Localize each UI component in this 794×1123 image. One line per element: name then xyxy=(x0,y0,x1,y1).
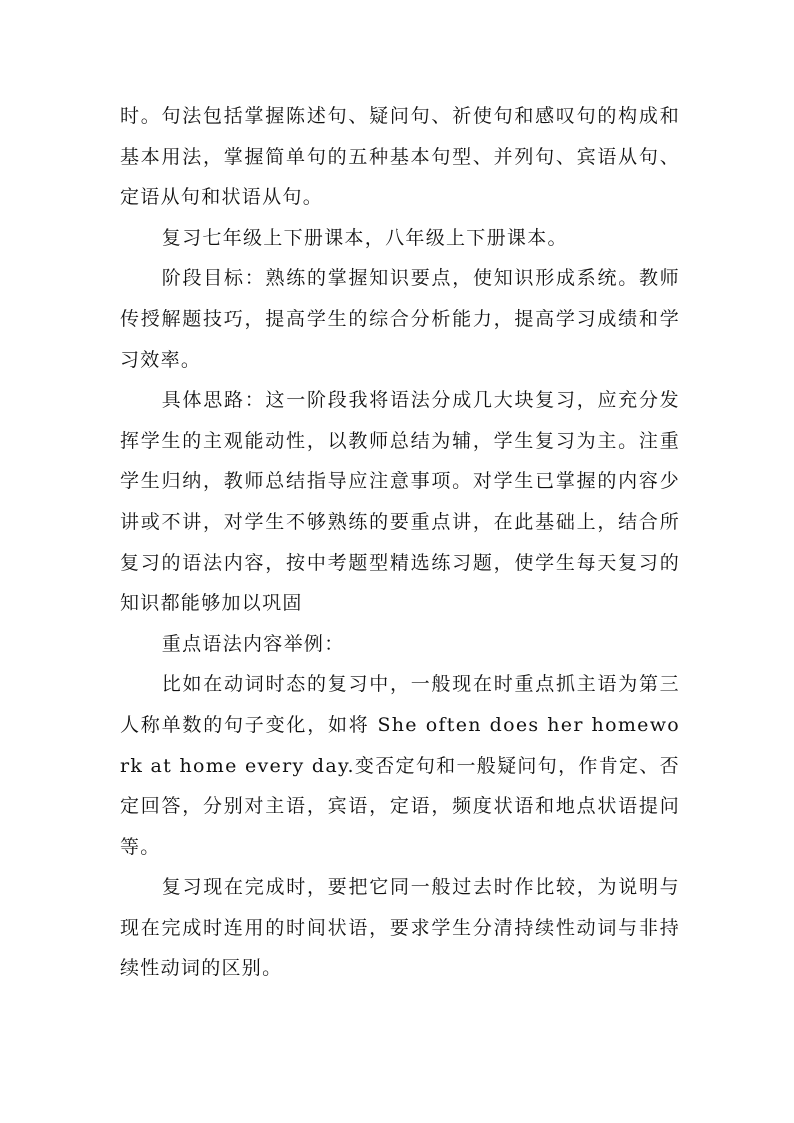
paragraph-present-simple-example: 比如在动词时态的复习中，一般现在时重点抓主语为第三人称单数的句子变化，如将 She often does her homework at home every day.变否定句和一般疑问句，作肯定、否定回答，分别对主语，宾语，定语，频度状语和地点状语提问等。 xyxy=(120,673,680,858)
paragraph-syntax-continued: 时。句法包括掌握陈述句、疑问句、祈使句和感叹句的构成和基本用法，掌握简单句的五种基本句型、并列句、宾语从句、定语从句和状语从句。 xyxy=(120,105,680,209)
paragraph-grammar-examples-heading: 重点语法内容举例： xyxy=(161,632,345,655)
paragraph-stage-goal: 阶段目标：熟练的掌握知识要点，使知识形成系统。教师传授解题技巧，提高学生的综合分析能力，提高学习成绩和学习效率。 xyxy=(120,267,680,371)
paragraph-present-perfect-review: 复习现在完成时，要把它同一般过去时作比较，为说明与现在完成时连用的时间状语，要求学生分清持续性动词与非持续性动词的区别。 xyxy=(120,876,680,980)
paragraph-specific-approach: 具体思路：这一阶段我将语法分成几大块复习，应充分发挥学生的主观能动性，以教师总结为辅，学生复习为主。注重学生归纳，教师总结指导应注意事项。对学生已掌握的内容少讲或不讲，对学生不够熟练的要重点讲，在此基础上，结合所复习的语法内容，按中考题型精选练习题，使学生每天复习的知识都能够加以巩固 xyxy=(120,389,680,615)
paragraph-review-textbooks: 复习七年级上下册课本，八年级上下册课本。 xyxy=(161,226,568,249)
document-body xyxy=(120,96,680,989)
